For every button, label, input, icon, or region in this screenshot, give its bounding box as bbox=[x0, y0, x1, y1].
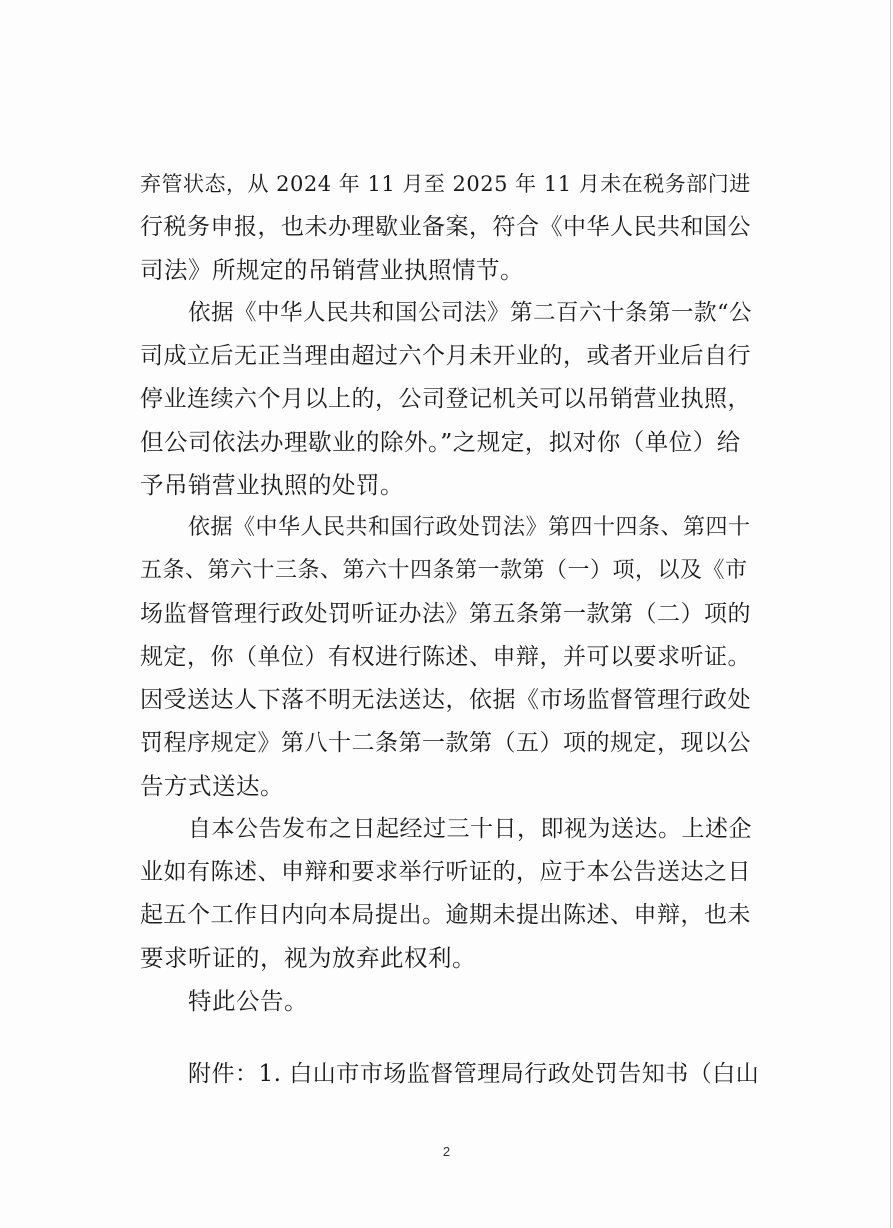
scan-edge-line bbox=[890, 0, 891, 1228]
text-line: 行税务申报，也未办理歇业备案，符合《中华人民共和国公 bbox=[140, 214, 751, 240]
text-line: 罚程序规定》第八十二条第一款第（五）项的规定，现以公 bbox=[140, 730, 751, 756]
text-line: 场监督管理行政处罚听证办法》第五条第一款第（二）项的 bbox=[140, 601, 751, 627]
text-line: 弃管状态，从 2024 年 11 月至 2025 年 11 月未在税务部门进 bbox=[140, 172, 751, 196]
text-line: 予吊销营业执照的处罚。 bbox=[140, 471, 404, 499]
text-line: 五条、第六十三条、第六十四条第一款第（一）项，以及《市 bbox=[140, 558, 748, 583]
text-line: 但公司依法办理歇业的除外。”之规定，拟对你（单位）给 bbox=[140, 428, 741, 456]
text-line: 起五个工作日内向本局提出。逾期未提出陈述、申辩，也未 bbox=[140, 902, 751, 928]
text-line: 停业连续六个月以上的，公司登记机关可以吊销营业执照， bbox=[140, 386, 751, 412]
text-line: 规定，你（单位）有权进行陈述、申辩，并可以要求听证。 bbox=[140, 644, 751, 670]
text-line: 司成立后无正当理由超过六个月未开业的，或者开业后自行 bbox=[140, 343, 751, 369]
text-line: 业如有陈述、申辩和要求举行听证的，应于本公告送达之日 bbox=[140, 859, 751, 885]
page-number: 2 bbox=[442, 1144, 451, 1159]
paragraph-start: 自本公告发布之日起经过三十日，即视为送达。上述企 bbox=[188, 816, 752, 842]
text-line: 告方式送达。 bbox=[140, 772, 284, 800]
paragraph-start: 依据《中华人民共和国公司法》第二百六十条第一款“公 bbox=[188, 300, 753, 326]
attachment-line: 附件：1. 白山市市场监督管理局行政处罚告知书（白山 bbox=[188, 1061, 760, 1087]
text-line: 要求听证的，视为放弃此权利。 bbox=[140, 944, 476, 972]
text-line: 司法》所规定的吊销营业执照情节。 bbox=[140, 256, 524, 284]
closing-statement: 特此公告。 bbox=[188, 987, 308, 1015]
paragraph-start: 依据《中华人民共和国行政处罚法》第四十四条、第四十 bbox=[188, 515, 751, 540]
text-line: 因受送达人下落不明无法送达，依据《市场监督管理行政处 bbox=[140, 687, 751, 713]
